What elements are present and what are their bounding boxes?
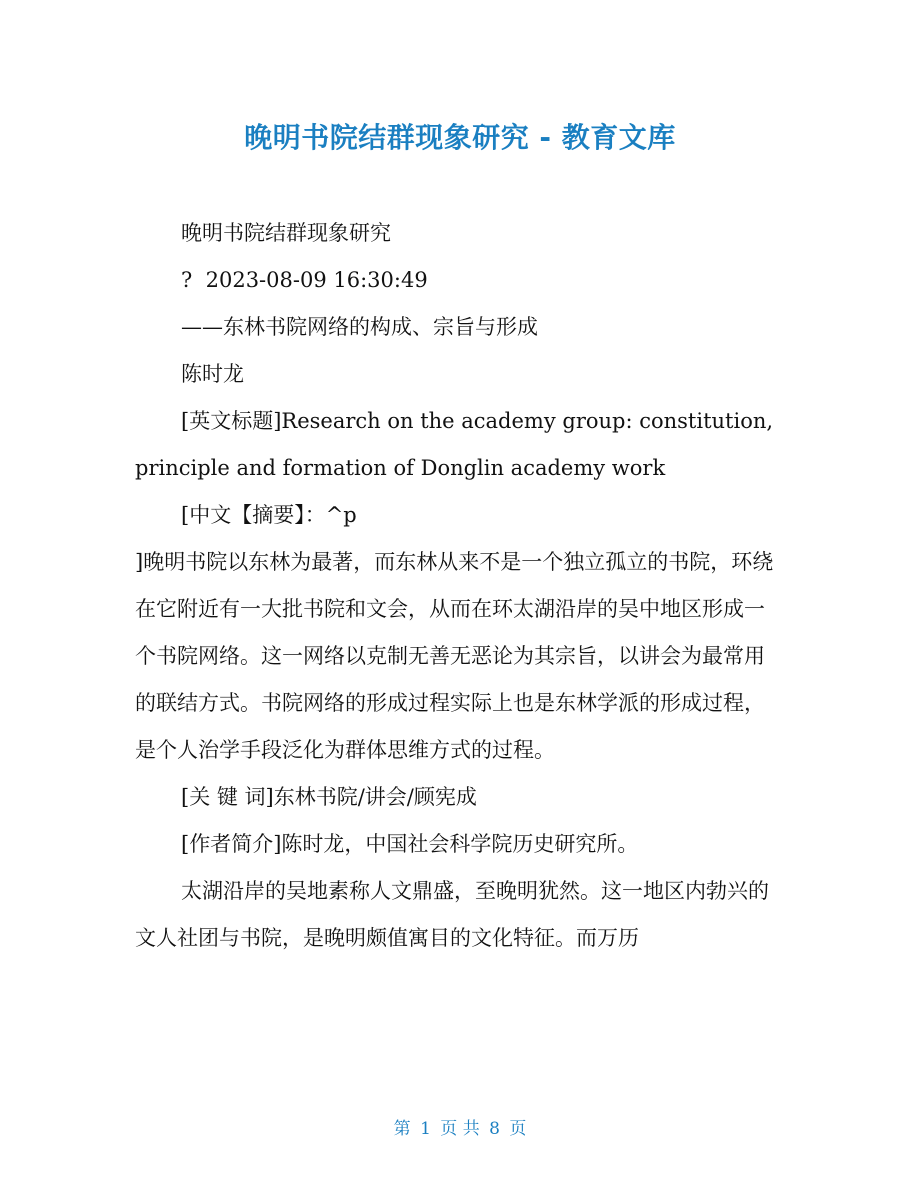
footer-suffix: 页 [509, 1119, 527, 1139]
paragraph-author-bio: [作者简介]陈时龙，中国社会科学院历史研究所。 [181, 832, 639, 856]
paragraph-author: 陈时龙 [181, 362, 244, 386]
document-body [135, 210, 785, 962]
paragraph-keywords: [关 键 词]东林书院/讲会/顾宪成 [181, 785, 477, 809]
page-footer [0, 1114, 920, 1139]
paragraph-subtitle: ——东林书院网络的构成、宗旨与形成 [181, 315, 538, 339]
paragraph-timestamp: ? 2023-08-09 16:30:49 [181, 268, 428, 292]
paragraph-article-title: 晚明书院结群现象研究 [181, 221, 391, 245]
paragraph-body: 太湖沿岸的吴地素称人文鼎盛，至晚明犹然。这一地区内勃兴的文人社团与书院，是晚明颇值寓目的文化特征。而万历 [135, 879, 769, 950]
paragraph-abstract-label: [中文【摘要】：^p [181, 503, 357, 527]
footer-middle: 页 共 [440, 1119, 480, 1139]
paragraph-abstract: ]晚明书院以东林为最著，而东林从来不是一个独立孤立的书院，环绕在它附近有一大批书院和文会，从而在环太湖沿岸的吴中地区形成一个书院网络。这一网络以克制无善无恶论为其宗旨，以讲会为最常用的联结方式。书院网络的形成过程实际上也是东林学派的形成过程，是个人治学手段泛化为群体思维方式的过程。 [135, 550, 774, 762]
paragraph-english-title: [英文标题]Research on the academy group: constitution, principle and formation of Donglin academy work [135, 409, 780, 480]
document-title: 晚明书院结群现象研究 - 教育文库 [244, 121, 676, 154]
footer-current-page: 1 [420, 1119, 431, 1139]
footer-total-pages: 8 [489, 1119, 500, 1139]
footer-prefix: 第 [393, 1119, 411, 1139]
